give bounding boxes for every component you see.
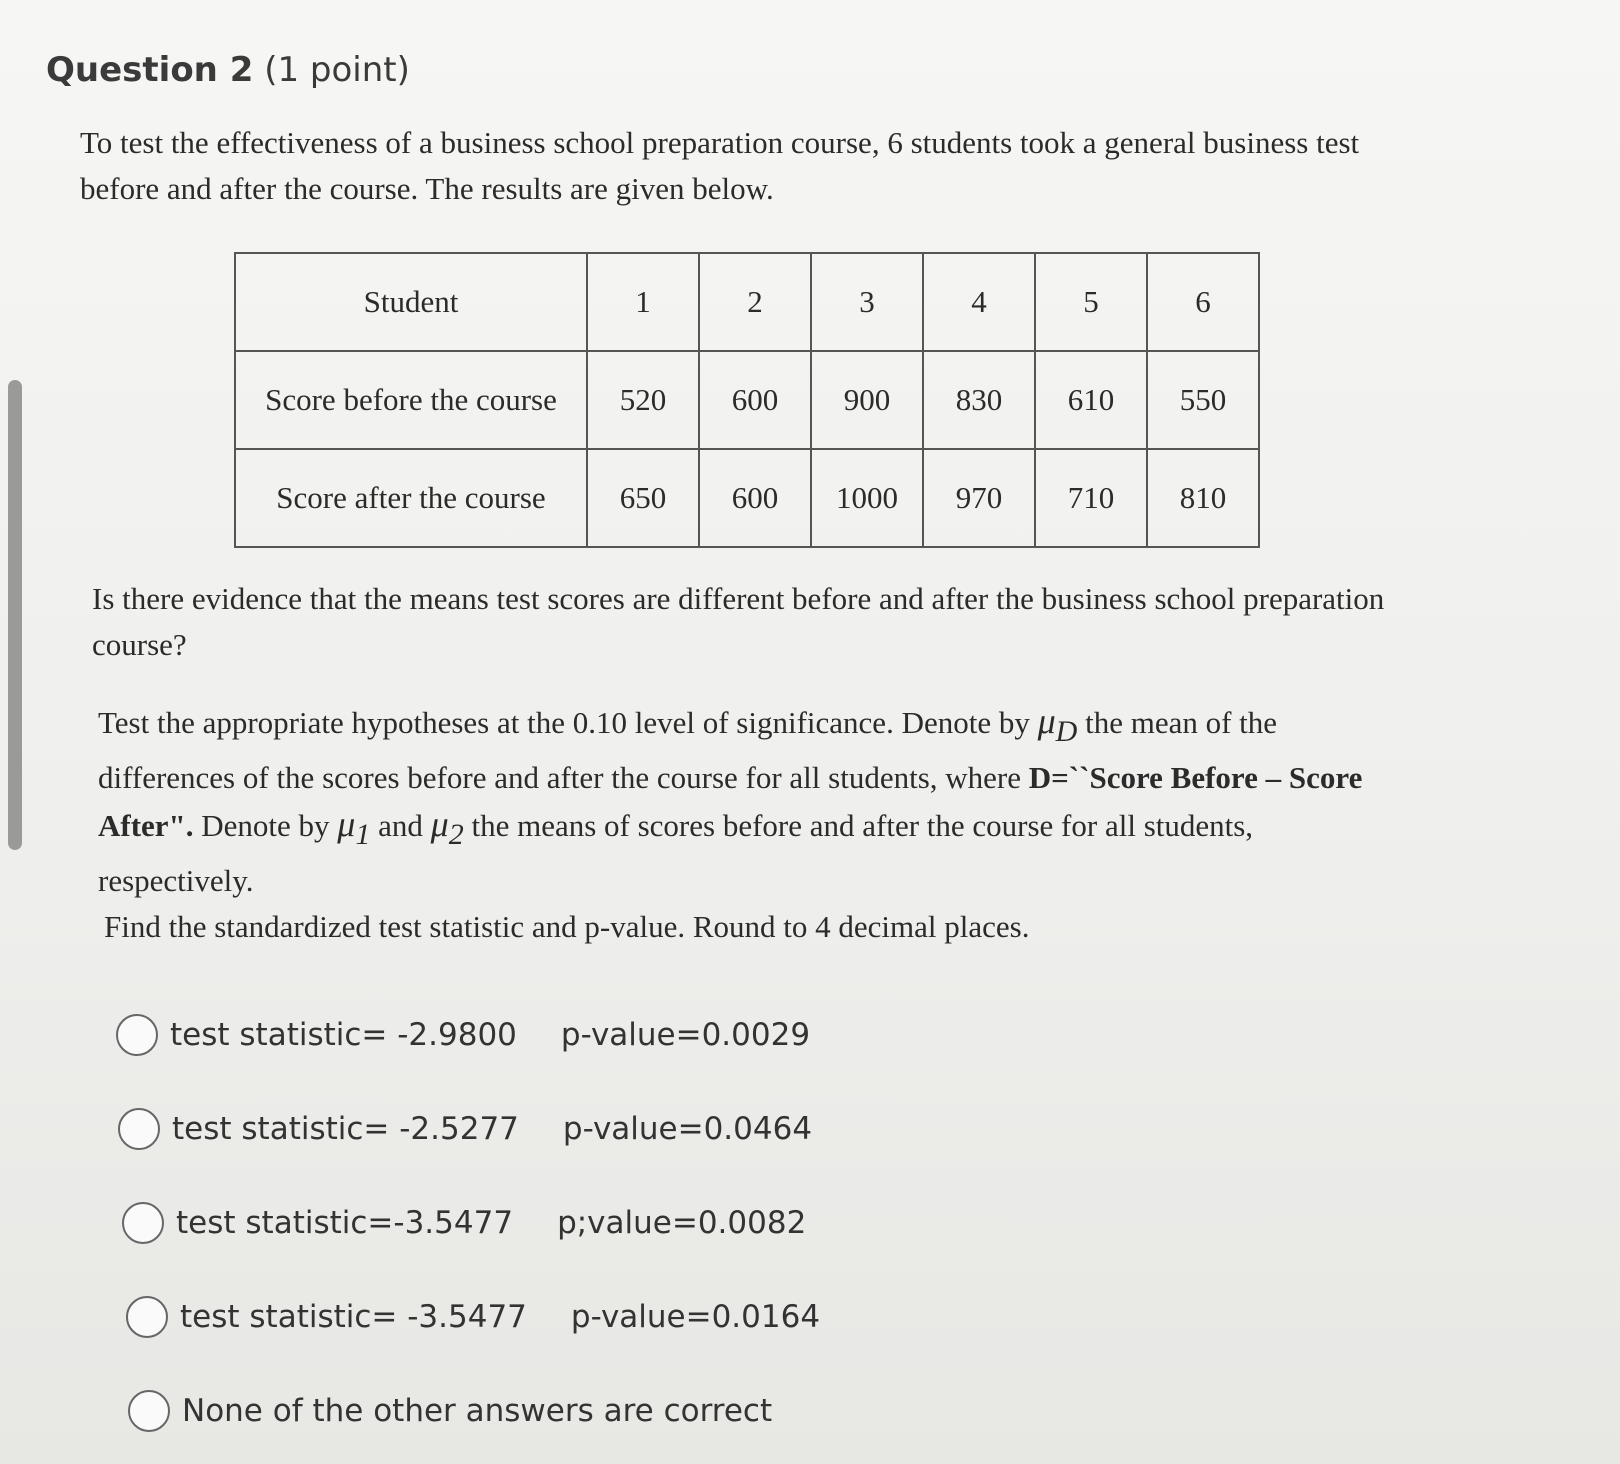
- student-cell: 6: [1147, 253, 1259, 351]
- student-cell: 1: [587, 253, 699, 351]
- scores-table: [234, 252, 1260, 548]
- mu-subscript: D: [1055, 715, 1078, 749]
- option-pvalue: p;value=0.0082: [557, 1205, 807, 1241]
- question-text: Is there evidence that the means test scores are different before and after the business school preparation course?: [92, 581, 1385, 662]
- scrollbar[interactable]: [8, 380, 22, 850]
- after-cell: 970: [923, 449, 1035, 547]
- question-title: [46, 50, 410, 90]
- mu1-symbol: [337, 804, 371, 852]
- before-label: Score before the course: [235, 351, 587, 449]
- option-pvalue: p-value=0.0464: [562, 1111, 813, 1147]
- answer-option[interactable]: [116, 1014, 810, 1056]
- mu-d-symbol: [1037, 701, 1078, 749]
- radio-button[interactable]: [122, 1202, 164, 1244]
- mu-subscript: 2: [448, 818, 464, 852]
- student-cell: 3: [811, 253, 923, 351]
- after-cell: 650: [587, 449, 699, 547]
- before-cell: 550: [1147, 351, 1259, 449]
- before-cell: 900: [811, 351, 923, 449]
- table-row: [235, 253, 1259, 351]
- instr-part: the mean of the differences of the scores before and after the course for all students, where: [98, 705, 1278, 796]
- radio-button[interactable]: [118, 1108, 160, 1150]
- before-cell: 520: [587, 351, 699, 449]
- answer-option[interactable]: [128, 1390, 772, 1432]
- before-cell: 610: [1035, 351, 1147, 449]
- instr-part: Denote by: [193, 808, 338, 844]
- student-cell: 5: [1035, 253, 1147, 351]
- student-cell: 4: [923, 253, 1035, 351]
- instructions-text: [98, 698, 1378, 904]
- answer-option[interactable]: [122, 1202, 806, 1244]
- before-cell: 600: [699, 351, 811, 449]
- option-statistic: None of the other answers are correct: [182, 1393, 773, 1429]
- option-statistic: test statistic=-3.5477: [176, 1205, 514, 1241]
- after-cell: 710: [1035, 449, 1147, 547]
- mu-letter: μ: [430, 804, 449, 845]
- after-label: Score after the course: [235, 449, 587, 547]
- after-cell: 810: [1147, 449, 1259, 547]
- question-number: Question 2: [46, 50, 254, 90]
- instr-part: the means of scores before and after the course for all students, respectively.: [98, 808, 1254, 899]
- mu-letter: μ: [337, 804, 356, 845]
- radio-button[interactable]: [128, 1390, 170, 1432]
- question-points: (1 point): [264, 50, 410, 90]
- table-row: [235, 449, 1259, 547]
- after-cell: 1000: [811, 449, 923, 547]
- after-cell: 600: [699, 449, 811, 547]
- instr-part: Test the appropriate hypotheses at the 0.10 level of significance. Denote by: [98, 705, 1038, 740]
- answer-option[interactable]: [118, 1108, 812, 1150]
- mu-letter: μ: [1037, 701, 1056, 741]
- option-statistic: test statistic= -2.5277: [172, 1111, 519, 1147]
- mu2-symbol: [430, 804, 464, 852]
- header-student: Student: [235, 253, 587, 351]
- table-row: [235, 351, 1259, 449]
- option-statistic: test statistic= -2.9800: [170, 1017, 517, 1053]
- mu-subscript: 1: [355, 818, 371, 852]
- difference-definition: D=``Score Before – Score After".: [98, 760, 1363, 844]
- radio-button[interactable]: [126, 1296, 168, 1338]
- instr-part: and: [370, 808, 431, 844]
- find-text: Find the standardized test statistic and p-value. Round to 4 decimal places.: [104, 909, 1030, 944]
- radio-button[interactable]: [116, 1014, 158, 1056]
- option-pvalue: p-value=0.0029: [560, 1017, 811, 1053]
- option-statistic: test statistic= -3.5477: [180, 1299, 527, 1335]
- intro-text: To test the effectiveness of a business school preparation course, 6 students took a general business test before and after the course. The results are given below.: [80, 125, 1360, 206]
- option-pvalue: p-value=0.0164: [570, 1299, 821, 1335]
- student-cell: 2: [699, 253, 811, 351]
- answer-option[interactable]: [126, 1296, 820, 1338]
- before-cell: 830: [923, 351, 1035, 449]
